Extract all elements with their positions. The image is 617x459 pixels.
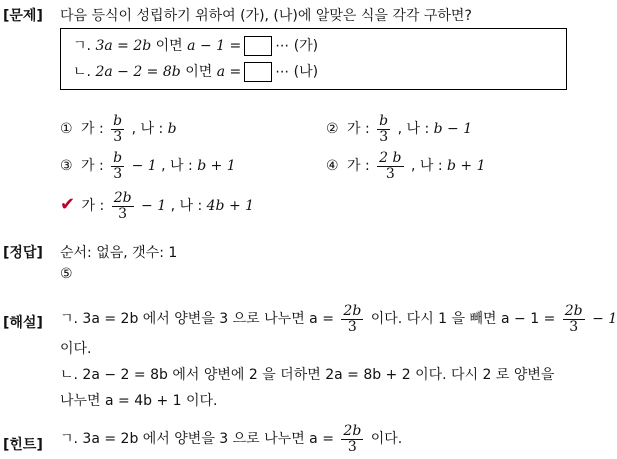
solution-fraction-2: $\frac{2b}{3}$ <box>564 303 583 335</box>
choice-1-na: b <box>167 121 177 138</box>
solution-line-1 <box>60 304 617 334</box>
blank-box-ga <box>244 36 272 56</box>
solution-line-1-c: − 1 <box>592 311 617 328</box>
solution-line-3: 나누면 a = 4b + 1 이다. <box>60 393 218 409</box>
problem-label: [문제] <box>3 8 43 24</box>
hint-label: [힌트] <box>3 437 43 453</box>
choice-2-number: ② <box>326 121 339 138</box>
choice-4[interactable] <box>326 151 486 181</box>
choice-3-na: b + 1 <box>197 158 236 175</box>
question-text: 다음 등식이 성립하기 위하여 (가), (나)에 알맞은 식을 각각 구하면? <box>60 8 472 24</box>
choice-2[interactable] <box>326 114 472 144</box>
solution-line-1-b: 이다. 다시 1 을 빼면 a − 1 = <box>370 311 556 328</box>
solution-label: [해설] <box>3 315 43 331</box>
answer-choice: ⑤ <box>60 266 73 282</box>
choice-3-after: − 1 <box>131 158 157 175</box>
blank-box-na <box>244 62 272 82</box>
choice-5-ga: 가 : <box>81 198 105 215</box>
solution-fraction-1: $\frac{2b}{3}$ <box>343 303 362 335</box>
choice-4-sep: , 나 : <box>410 158 443 175</box>
choice-2-fraction: $\frac{b}{3}$ <box>379 113 389 145</box>
choice-5-sep: , 나 : <box>170 198 203 215</box>
condition-a-tail: ⋯ (가) <box>275 38 319 54</box>
condition-a-prefix: ㄱ. <box>73 38 91 54</box>
choice-2-na: b − 1 <box>433 121 473 138</box>
choice-3-ga: 가 : <box>81 158 104 175</box>
choice-4-ga: 가 : <box>347 158 370 175</box>
hint-line-b: 이다. <box>370 431 403 448</box>
answer-label: [정답] <box>3 245 43 261</box>
condition-b-eq: 2a − 2 = 8b <box>95 64 181 80</box>
condition-box <box>60 28 567 90</box>
choice-4-number: ④ <box>326 158 339 175</box>
choice-4-fraction: $\frac{2 b}{3}$ <box>379 150 402 182</box>
solution-line-1-end: 이다. <box>60 341 92 357</box>
answer-order-count: 순서: 없음, 갯수: 1 <box>60 245 178 261</box>
checkmark-icon: ✔ <box>60 194 76 216</box>
choice-2-ga: 가 : <box>347 121 370 138</box>
choice-3-number: ③ <box>60 158 73 175</box>
choice-3[interactable] <box>60 151 236 181</box>
condition-a-mid: 이면 <box>155 38 183 54</box>
condition-b-tail: ⋯ (나) <box>275 64 319 80</box>
condition-b-expr: a = <box>216 64 242 80</box>
choice-3-sep: , 나 : <box>161 158 193 175</box>
hint-fraction: $\frac{2b}{3}$ <box>343 423 362 455</box>
condition-a <box>73 35 318 56</box>
choice-1-sep: , 나 : <box>131 121 164 138</box>
choice-3-fraction: $\frac{b}{3}$ <box>113 150 123 182</box>
solution-line-2: ㄴ. 2a − 2 = 8b 에서 양변에 2 을 더하면 2a = 8b + 2 이다. 다시 2 로 양변을 <box>60 367 555 383</box>
condition-b <box>73 61 318 82</box>
choice-5[interactable] <box>60 191 254 221</box>
hint-line-a: ㄱ. 3a = 2b 에서 양변을 3 으로 나누면 a = <box>60 431 334 448</box>
condition-a-eq: 3a = 2b <box>95 38 152 54</box>
choice-1-fraction: $\frac{b}{3}$ <box>113 113 123 145</box>
choice-4-na: b + 1 <box>447 158 486 175</box>
solution-line-1-a: ㄱ. 3a = 2b 에서 양변을 3 으로 나누면 a = <box>60 311 334 328</box>
condition-b-prefix: ㄴ. <box>73 64 91 80</box>
choice-1-number: ① <box>60 121 73 138</box>
hint-line <box>60 424 402 454</box>
choice-1[interactable] <box>60 114 177 144</box>
condition-b-mid: 이면 <box>185 64 213 80</box>
choice-5-fraction: $\frac{2b}{3}$ <box>113 190 132 222</box>
choice-5-after: − 1 <box>141 198 167 215</box>
choice-1-ga: 가 : <box>81 121 104 138</box>
choice-2-sep: , 나 : <box>397 121 430 138</box>
condition-a-expr: a − 1 = <box>187 38 242 54</box>
choice-5-na: 4b + 1 <box>206 198 255 215</box>
